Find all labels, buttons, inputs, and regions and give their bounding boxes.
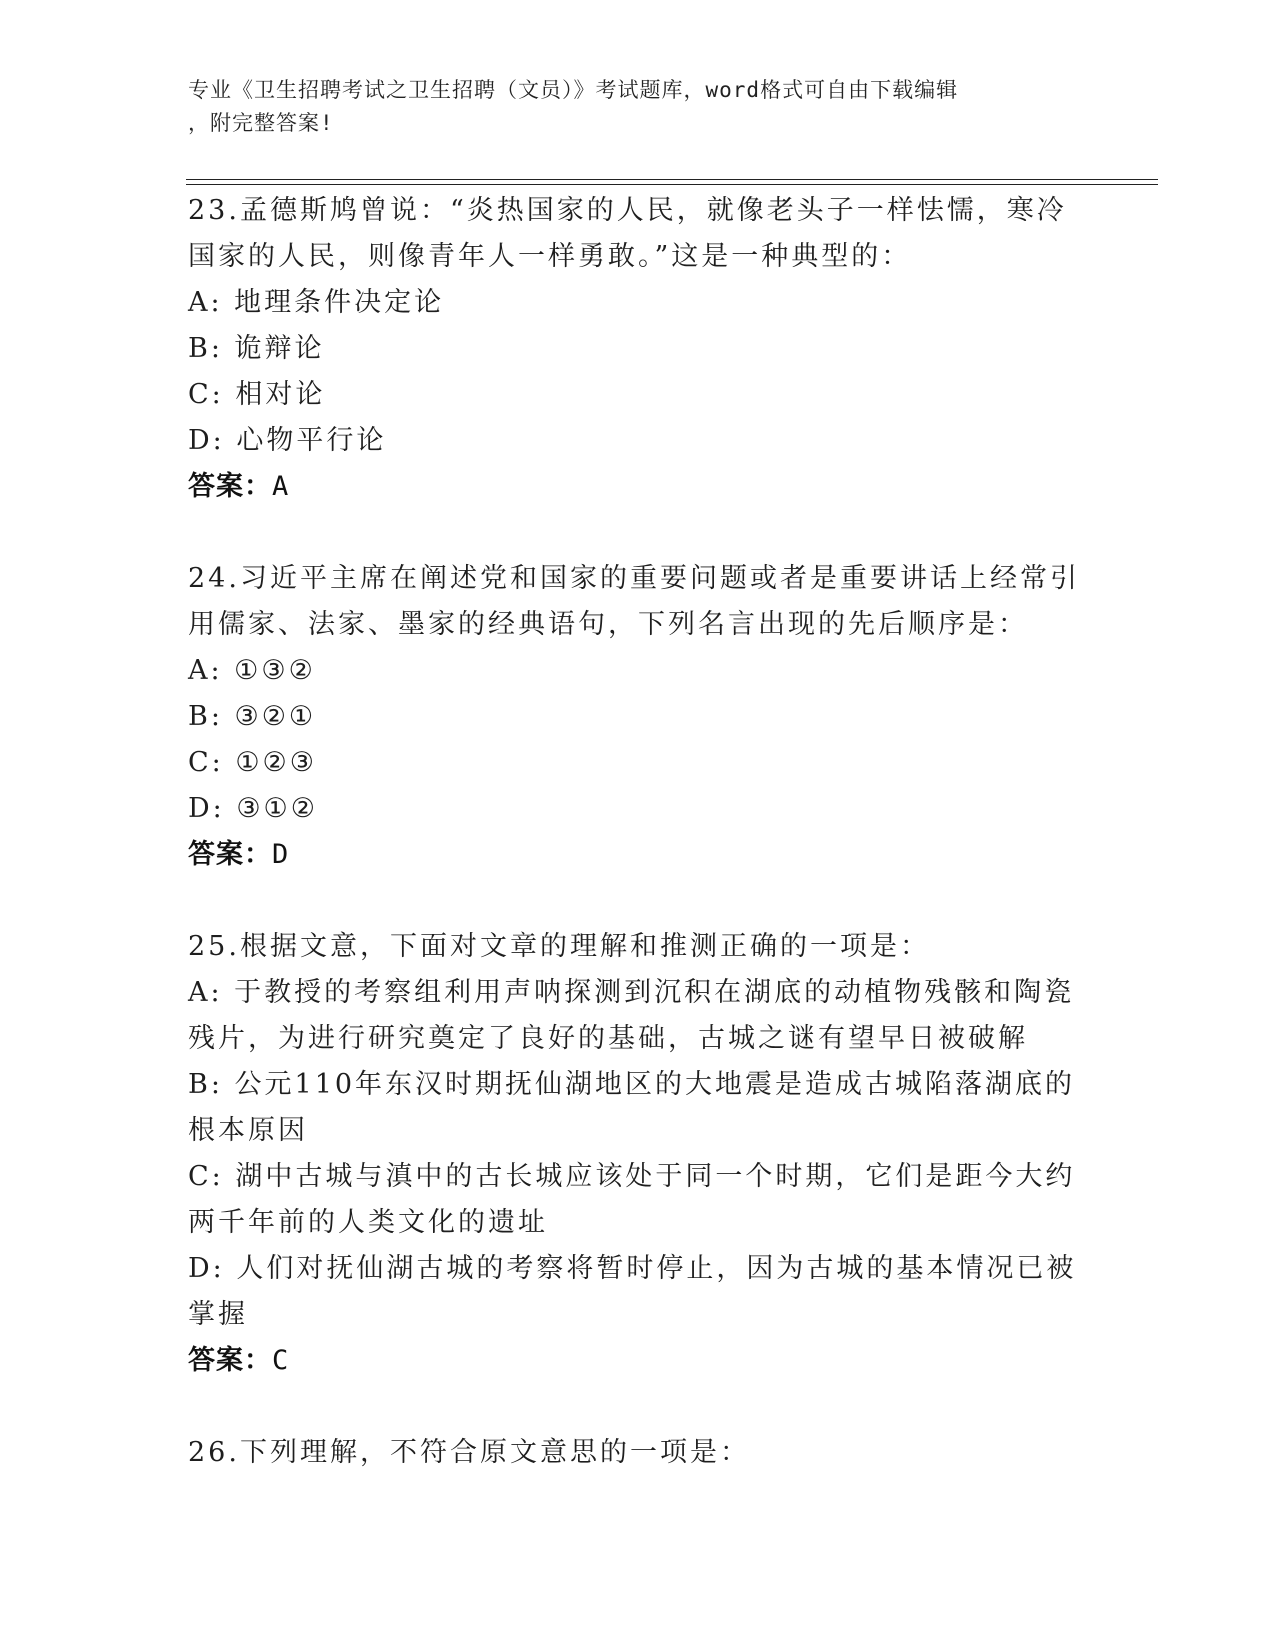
question-stem: 24.习近平主席在阐述党和国家的重要问题或者是重要讲话上经常引用儒家、法家、墨家的经典语句，下列名言出现的先后顺序是： <box>188 563 1080 640</box>
option-a: A: 于教授的考察组利用声呐探测到沉积在湖底的动植物残骸和陶瓷残片，为进行研究奠定了良好的基础，古城之谜有望早日被破解 <box>188 977 1075 1054</box>
question-spacer <box>188 510 1088 556</box>
option-c: C: 相对论 <box>188 379 326 410</box>
option-d: D: ③①② <box>188 793 318 824</box>
answer-label: 答案： <box>188 1345 272 1376</box>
option-b: B: 公元110年东汉时期抚仙湖地区的大地震是造成古城陷落湖底的根本原因 <box>188 1069 1076 1146</box>
answer-line <box>188 1338 1088 1384</box>
answer-value: D <box>272 839 290 870</box>
question-stem: 26.下列理解，不符合原文意思的一项是： <box>188 1437 750 1468</box>
option-d: D: 心物平行论 <box>188 425 387 456</box>
question-24 <box>188 556 1088 878</box>
answer-line <box>188 832 1088 878</box>
header-line-2: ，附完整答案! <box>188 111 334 135</box>
option-b: B: 诡辩论 <box>188 333 325 364</box>
option-a: A: 地理条件决定论 <box>188 287 445 318</box>
header-divider-bottom <box>186 184 1158 185</box>
question-list <box>188 188 1088 1476</box>
question-spacer <box>188 1384 1088 1430</box>
answer-value: C <box>272 1345 290 1376</box>
answer-value: A <box>272 471 290 502</box>
option-d: D: 人们对抚仙湖古城的考察将暂时停止，因为古城的基本情况已被掌握 <box>188 1253 1077 1330</box>
header-divider-top <box>186 179 1158 180</box>
question-stem: 23.孟德斯鸠曾说：“炎热国家的人民，就像老头子一样怯懦，寒冷国家的人民，则像青年人一样勇敢。”这是一种典型的： <box>188 195 1067 272</box>
option-c: C: ①②③ <box>188 747 317 778</box>
document-header <box>188 74 1088 140</box>
question-26 <box>188 1430 1088 1476</box>
answer-line <box>188 464 1088 510</box>
question-spacer <box>188 878 1088 924</box>
question-23 <box>188 188 1088 510</box>
option-b: B: ③②① <box>188 701 317 732</box>
option-c: C: 湖中古城与滇中的古长城应该处于同一个时期，它们是距今大约两千年前的人类文化的遗址 <box>188 1161 1076 1238</box>
header-line-1: 专业《卫生招聘考试之卫生招聘（文员）》考试题库，word格式可自由下载编辑 <box>188 78 959 102</box>
answer-label: 答案： <box>188 839 272 870</box>
question-25 <box>188 924 1088 1384</box>
answer-label: 答案： <box>188 471 272 502</box>
question-stem: 25.根据文意，下面对文章的理解和推测正确的一项是： <box>188 931 930 962</box>
option-a: A: ①③② <box>188 655 316 686</box>
